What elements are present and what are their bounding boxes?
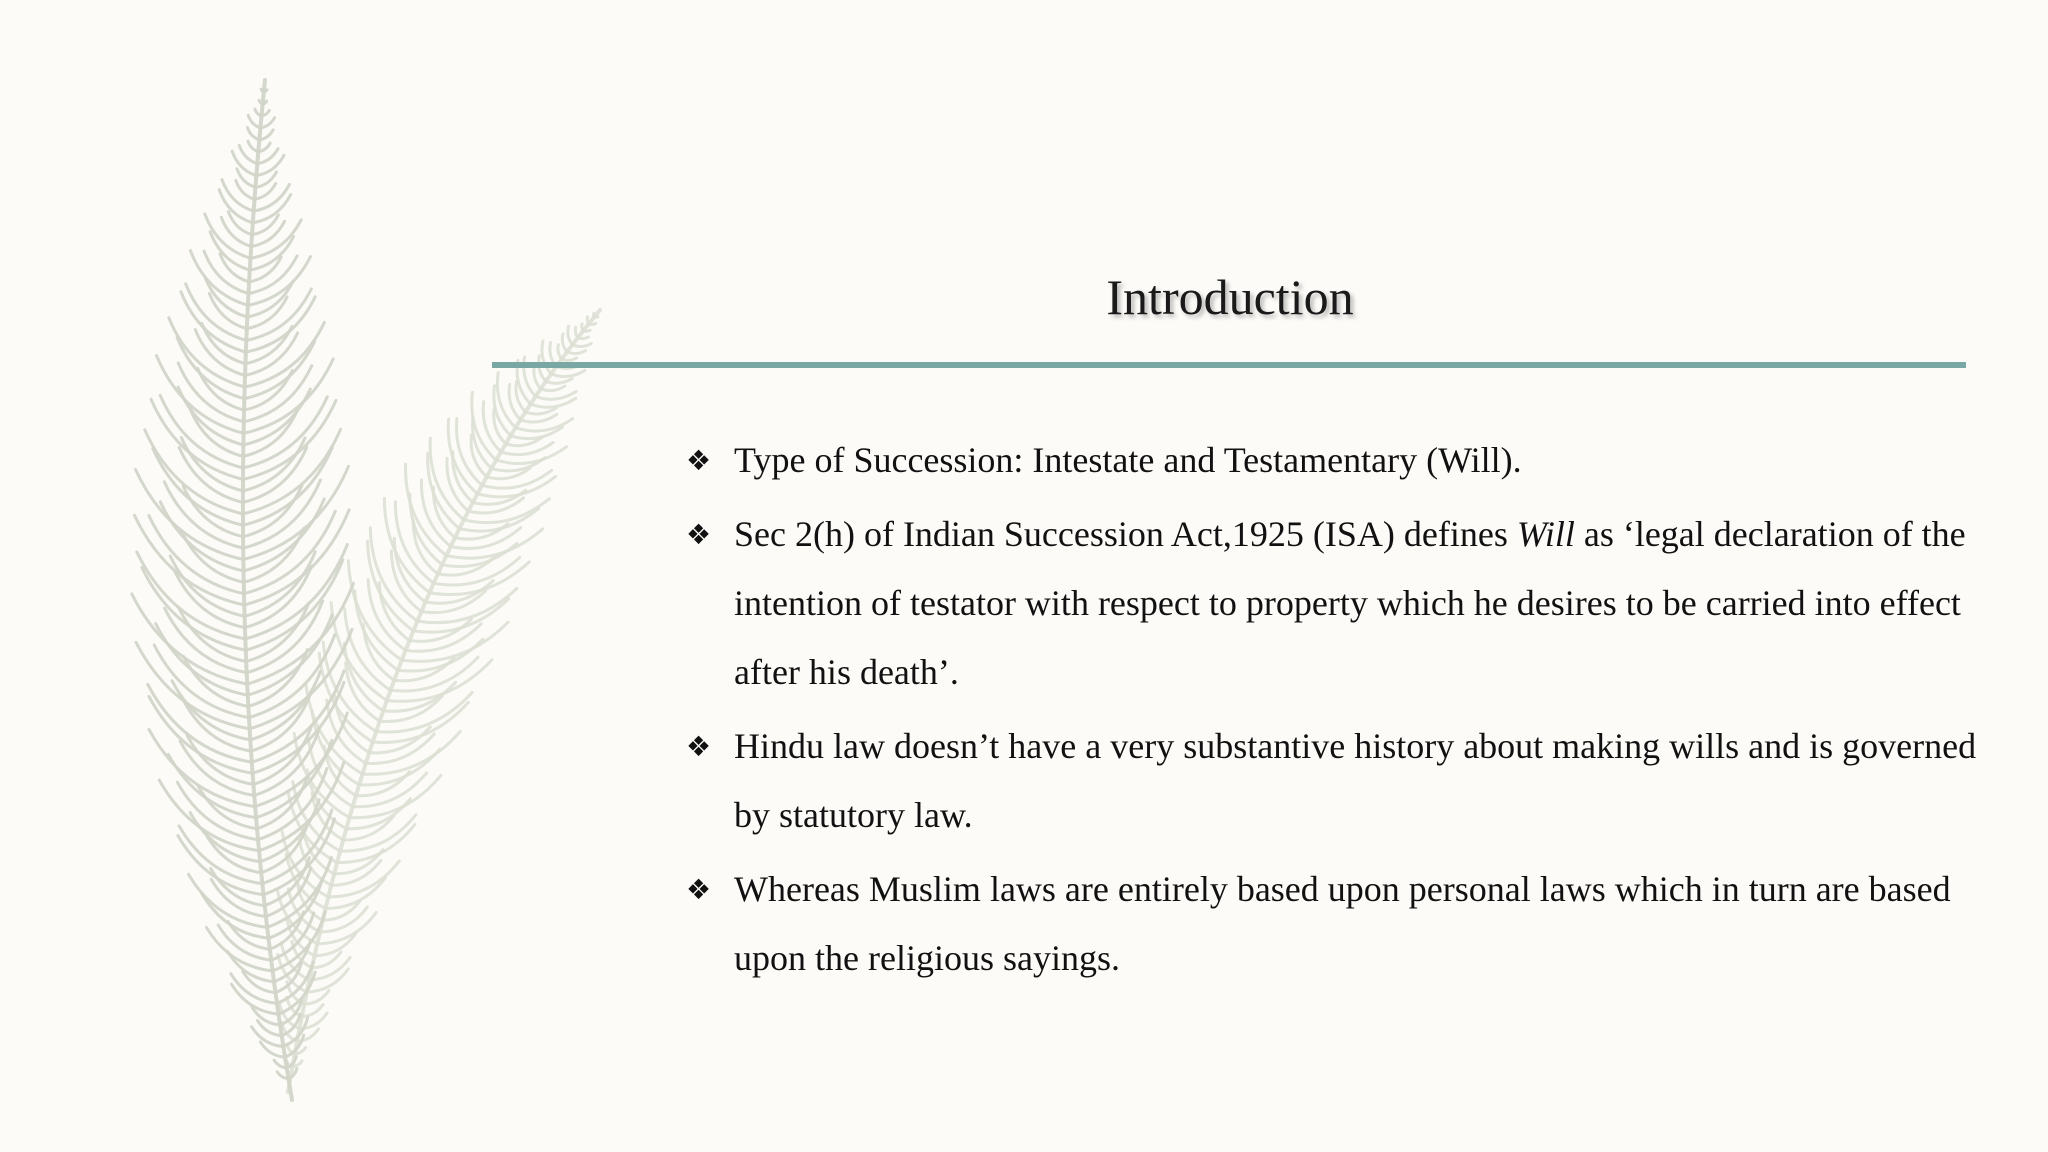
- four-diamond-bullet-icon: ❖: [686, 444, 712, 477]
- bullet-list: [686, 426, 2016, 998]
- bullet-text: Hindu law doesn’t have a very substantive history about making wills and is governed by statutory law.: [734, 726, 1977, 835]
- slide-title: Introduction: [1106, 269, 1354, 325]
- bullet-text-start: Sec 2(h) of Indian Succession Act,1925 (ISA) defines: [734, 514, 1517, 554]
- four-diamond-bullet-icon: ❖: [686, 518, 712, 551]
- bullet-text-emphasis: Will: [1516, 514, 1575, 554]
- bullet-text: Type of Succession: Intestate and Testamentary (Will).: [734, 440, 1522, 480]
- bullet-text: [734, 514, 1966, 692]
- bullet-text: Whereas Muslim laws are entirely based upon personal laws which in turn are based upon the religious sayings.: [734, 869, 1951, 978]
- bullet-item: [686, 855, 2016, 993]
- four-diamond-bullet-icon: ❖: [686, 873, 712, 906]
- bullet-item: [686, 426, 2016, 495]
- title-divider: [492, 362, 1966, 368]
- bullet-text-end: as ‘legal declaration of the intention of testator with respect to property which he desires to be carried into effect after his death’.: [734, 514, 1966, 692]
- four-diamond-bullet-icon: ❖: [686, 730, 712, 763]
- bullet-item: [686, 712, 2016, 850]
- feather-illustration: [40, 60, 680, 1120]
- bullet-item: [686, 500, 2016, 707]
